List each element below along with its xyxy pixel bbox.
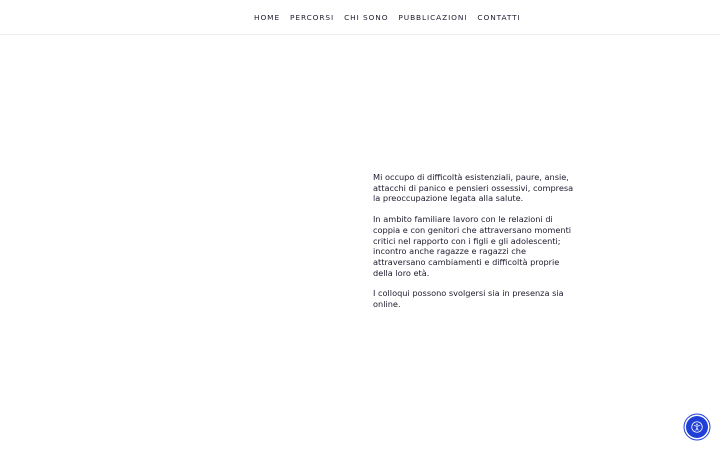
nav-menu [254, 13, 521, 22]
paragraph-sessions: I colloqui possono svolgersi sia in presenza sia online. [373, 288, 564, 310]
top-navigation [0, 0, 720, 35]
nav-item-percorsi[interactable]: PERCORSI [290, 13, 335, 22]
nav-item-home[interactable]: HOME [254, 13, 281, 22]
paragraph-family: In ambito familiare lavoro con le relazioni di coppia e con genitori che attraversano momenti critici nel rapporto con i figli e gli adolescenti; incontro anche ragazze e ragazzi che attraversano cambiamenti e difficoltà proprie della loro età. [373, 214, 572, 278]
nav-item-pubblicazioni[interactable]: PUBBLICAZIONI [398, 13, 468, 22]
accessibility-icon [691, 421, 703, 433]
nav-item-contatti[interactable]: CONTATTI [477, 13, 521, 22]
nav-item-chi-sono[interactable]: CHI SONO [344, 13, 389, 22]
paragraph-difficulties: Mi occupo di difficoltà esistenziali, paure, ansie, attacchi di panico e pensieri ossessivi, compresa la preoccupazione legata alla salute. [373, 172, 574, 204]
accessibility-button[interactable] [686, 416, 708, 438]
intro-text-block [373, 172, 578, 320]
